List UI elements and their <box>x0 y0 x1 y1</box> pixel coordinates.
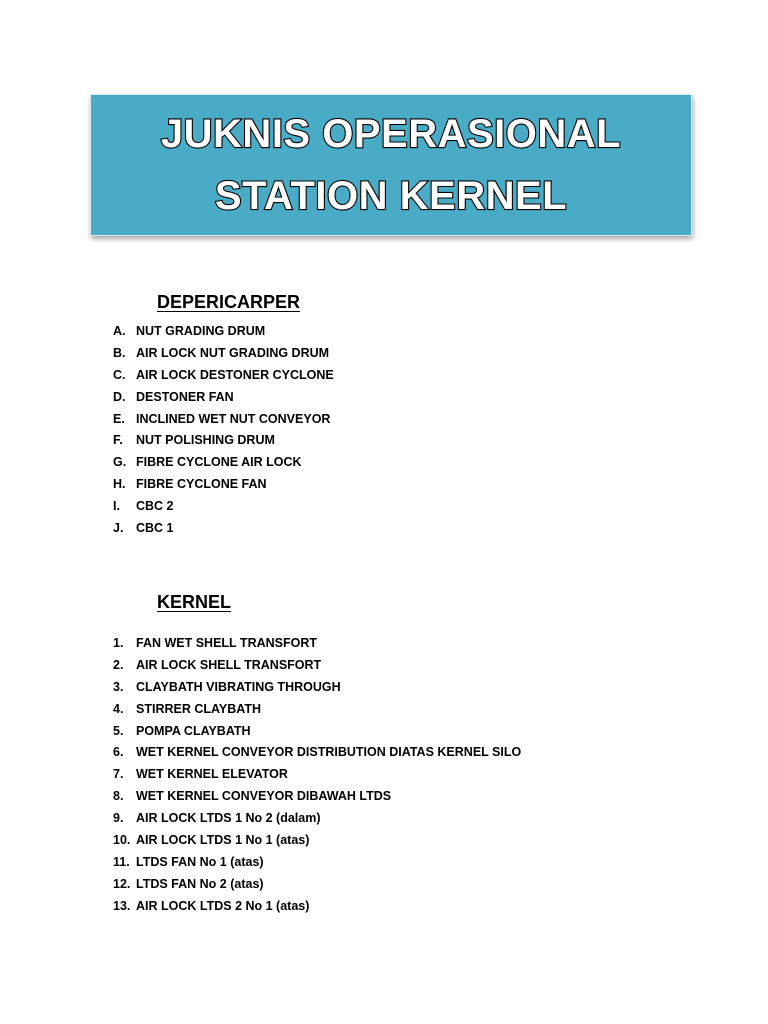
list-item-marker: F. <box>113 433 123 448</box>
list-item <box>113 452 334 474</box>
section-heading-kernel: KERNEL <box>157 592 232 612</box>
list-item-text: CBC 1 <box>136 521 174 536</box>
list-item-marker: 2. <box>113 657 124 672</box>
list-item <box>113 496 334 518</box>
list-item-text: WET KERNEL ELEVATOR <box>136 767 288 782</box>
list-item-text: POMPA CLAYBATH <box>136 723 251 738</box>
list-item <box>113 742 521 764</box>
list-item-marker: 1. <box>113 636 124 650</box>
list-item <box>113 343 334 365</box>
list-item-text: LTDS FAN No 2 (atas) <box>136 876 264 891</box>
list-item <box>113 633 521 655</box>
list-item-marker: D. <box>113 389 126 404</box>
list-item <box>113 786 521 808</box>
list-item-marker: E. <box>113 411 125 426</box>
list-item-marker: 11. <box>113 854 130 869</box>
list-item <box>113 764 521 786</box>
list-item-text: LTDS FAN No 1 (atas) <box>136 854 264 869</box>
list-item <box>113 721 521 743</box>
list-item <box>113 655 521 677</box>
list-item-marker: C. <box>113 367 126 382</box>
list-item <box>113 409 334 431</box>
list-item-marker: 12. <box>113 876 131 891</box>
list-item-text: AIR LOCK SHELL TRANSFORT <box>136 657 322 672</box>
list-item-text: WET KERNEL CONVEYOR DISTRIBUTION DIATAS KERNEL SILO <box>136 745 522 760</box>
list-item-text: DESTONER FAN <box>136 389 234 404</box>
list-item-marker: I. <box>113 499 120 514</box>
list-item-text: FAN WET SHELL TRANSFORT <box>136 636 318 650</box>
list-item-marker: 10. <box>113 833 131 848</box>
list-item-text: FIBRE CYCLONE AIR LOCK <box>136 455 302 470</box>
list-item-marker: 7. <box>113 767 124 782</box>
list-item-marker: 13. <box>113 898 131 913</box>
list-item-text: AIR LOCK DESTONER CYCLONE <box>136 367 334 382</box>
list-item-text: STIRRER CLAYBATH <box>136 701 262 716</box>
list-item-marker: G. <box>113 455 127 470</box>
list-item-text: NUT POLISHING DRUM <box>136 433 275 448</box>
section-heading-depericarper: DEPERICARPER <box>157 292 301 312</box>
list-item-text: AIR LOCK LTDS 1 No 2 (dalam) <box>136 811 321 826</box>
list-item-text: CBC 2 <box>136 499 174 514</box>
list-item-text: INCLINED WET NUT CONVEYOR <box>136 411 331 426</box>
list-item-text: NUT GRADING DRUM <box>136 324 266 338</box>
list-item <box>113 852 521 874</box>
list-item <box>113 699 521 721</box>
list-item-marker: 6. <box>113 745 124 760</box>
list-item-marker: B. <box>113 345 126 360</box>
list-item <box>113 896 521 918</box>
list-item-text: CLAYBATH VIBRATING THROUGH <box>136 679 341 694</box>
list-item-marker: 8. <box>113 789 124 804</box>
kernel-list <box>113 633 521 918</box>
title-banner-text <box>91 95 691 235</box>
list-item <box>113 518 334 540</box>
title-banner <box>90 94 692 236</box>
list-item-text: FIBRE CYCLONE FAN <box>136 477 267 492</box>
list-item-text: WET KERNEL CONVEYOR DIBAWAH LTDS <box>136 789 392 804</box>
list-item-marker: 9. <box>113 811 124 826</box>
list-item <box>113 677 521 699</box>
list-item <box>113 830 521 852</box>
list-item-marker: 3. <box>113 679 124 694</box>
list-item-marker: 4. <box>113 701 124 716</box>
list-item <box>113 808 521 830</box>
title-line-1: JUKNIS OPERASIONAL <box>160 112 622 156</box>
title-line-2: STATION KERNEL <box>214 174 568 218</box>
list-item <box>113 321 334 343</box>
list-item <box>113 474 334 496</box>
list-item <box>113 387 334 409</box>
list-item-marker: 5. <box>113 723 124 738</box>
list-item <box>113 430 334 452</box>
list-item-text: AIR LOCK LTDS 2 No 1 (atas) <box>136 898 310 913</box>
list-item <box>113 874 521 896</box>
list-item <box>113 365 334 387</box>
depericarper-list <box>113 321 334 540</box>
list-item-text: AIR LOCK LTDS 1 No 1 (atas) <box>136 833 310 848</box>
list-item-marker: A. <box>113 324 126 338</box>
list-item-marker: J. <box>113 521 124 536</box>
list-item-marker: H. <box>113 477 126 492</box>
list-item-text: AIR LOCK NUT GRADING DRUM <box>136 345 330 360</box>
